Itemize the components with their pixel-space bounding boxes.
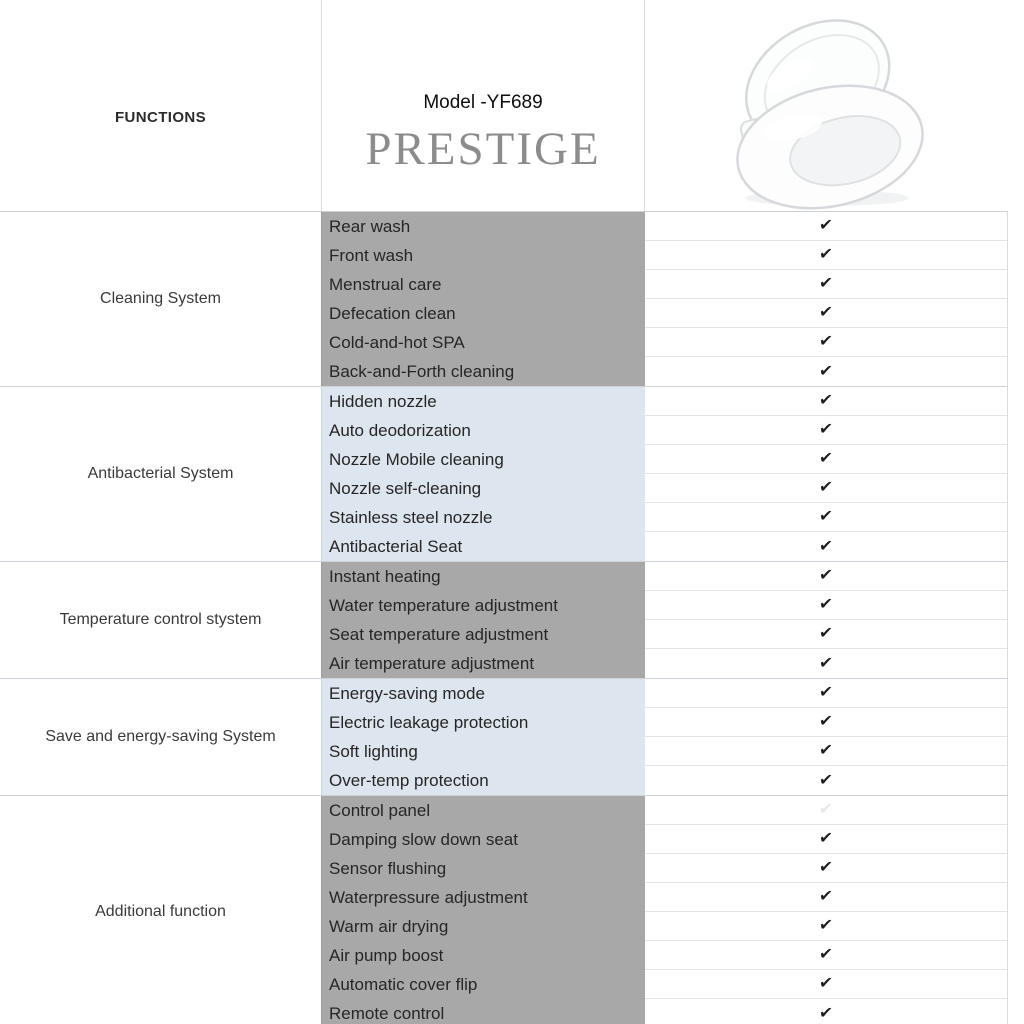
check-row (645, 212, 1007, 241)
check-row (645, 299, 1007, 328)
check-icon: ✔ (818, 684, 834, 701)
feature-label: Warm air drying (329, 917, 449, 936)
check-row (645, 328, 1007, 357)
feature-label: Air pump boost (329, 946, 444, 965)
toilet-seat-icon (702, 2, 947, 214)
feature-label: Automatic cover flip (329, 975, 478, 994)
check-row (645, 737, 1007, 766)
category-cell (0, 387, 321, 561)
check-row (645, 474, 1007, 503)
check-icon: ✔ (818, 246, 834, 263)
checks-cell (645, 212, 1008, 386)
features-cell (321, 212, 645, 386)
feature-label: Seat temperature adjustment (329, 625, 549, 644)
category-cell (0, 796, 321, 1024)
functions-column-header (0, 0, 321, 211)
check-row (645, 241, 1007, 270)
section-temperature-control-stystem (0, 561, 1008, 678)
check-row (645, 562, 1007, 591)
check-icon: ✔ (818, 537, 834, 555)
feature-label: Auto deodorization (329, 421, 471, 440)
check-icon: ✔ (818, 654, 834, 672)
category-cell (0, 562, 321, 678)
functions-header-label: FUNCTIONS (114, 109, 207, 126)
feature-label: Control panel (329, 801, 431, 820)
check-row (645, 416, 1007, 445)
feature-label: Rear wash (329, 217, 411, 236)
feature-label: Water temperature adjustment (329, 596, 558, 615)
product-image (702, 2, 947, 214)
check-row (645, 270, 1007, 299)
check-icon: ✔ (818, 801, 834, 818)
feature-label: Menstrual care (329, 275, 442, 294)
check-icon: ✔ (818, 946, 834, 963)
check-row (645, 970, 1007, 999)
feature-label: Electric leakage protection (329, 713, 529, 732)
check-row (645, 766, 1007, 795)
spec-table (0, 211, 1008, 1024)
feature-label: Back-and-Forth cleaning (329, 362, 515, 381)
model-column-header (321, 0, 645, 212)
check-row (645, 883, 1007, 912)
check-row (645, 912, 1007, 941)
feature-label: Antibacterial Seat (329, 537, 463, 556)
check-icon: ✔ (818, 421, 834, 438)
feature-label: Stainless steel nozzle (329, 508, 493, 527)
check-row (645, 532, 1007, 561)
check-icon: ✔ (818, 275, 834, 292)
category-cell (0, 679, 321, 795)
category-cell (0, 212, 321, 386)
feature-label: Hidden nozzle (329, 392, 437, 411)
check-icon: ✔ (818, 830, 834, 847)
category-label: Cleaning System (100, 290, 221, 307)
category-label: Additional function (95, 903, 226, 920)
check-icon: ✔ (818, 304, 834, 321)
features-cell (321, 796, 645, 1024)
check-row (645, 941, 1007, 970)
section-additional-function (0, 795, 1008, 1024)
check-icon: ✔ (818, 713, 834, 730)
check-row (645, 796, 1007, 825)
check-icon: ✔ (818, 1004, 834, 1022)
check-icon: ✔ (818, 859, 834, 876)
check-row (645, 649, 1007, 678)
feature-label: Nozzle self-cleaning (329, 479, 482, 498)
check-row (645, 387, 1007, 416)
feature-label: Energy-saving mode (329, 684, 485, 703)
check-icon: ✔ (818, 975, 834, 992)
check-icon: ✔ (818, 450, 834, 467)
section-antibacterial-system (0, 386, 1008, 561)
feature-label: Waterpressure adjustment (329, 888, 528, 907)
check-row (645, 854, 1007, 883)
feature-label: Front wash (329, 246, 414, 265)
check-row (645, 503, 1007, 532)
check-row (645, 357, 1007, 386)
section-cleaning-system (0, 211, 1008, 386)
check-icon: ✔ (818, 625, 834, 642)
features-cell (321, 679, 645, 795)
checks-cell (645, 679, 1008, 795)
category-label: Save and energy-saving System (45, 728, 276, 745)
feature-label: Remote control (329, 1004, 445, 1023)
check-icon: ✔ (818, 596, 834, 613)
check-row (645, 620, 1007, 649)
check-icon: ✔ (818, 742, 834, 759)
feature-label: Soft lighting (329, 742, 418, 761)
features-cell (321, 387, 645, 561)
check-icon: ✔ (818, 217, 834, 234)
check-icon: ✔ (818, 508, 834, 525)
checks-cell (645, 562, 1008, 678)
check-row (645, 999, 1007, 1024)
features-cell (321, 562, 645, 678)
check-icon: ✔ (818, 771, 834, 789)
feature-label: Over-temp protection (329, 771, 489, 790)
check-row (645, 825, 1007, 854)
brand-label: PRESTIGE (365, 123, 601, 175)
feature-label: Instant heating (329, 567, 441, 586)
section-save-and-energy-saving-system (0, 678, 1008, 795)
check-icon: ✔ (818, 362, 834, 380)
check-icon: ✔ (818, 333, 834, 350)
feature-label: Nozzle Mobile cleaning (329, 450, 504, 469)
feature-label: Air temperature adjustment (329, 654, 535, 673)
checks-cell (645, 387, 1008, 561)
checks-cell (645, 796, 1008, 1024)
feature-label: Cold-and-hot SPA (329, 333, 465, 352)
feature-label: Defecation clean (329, 304, 456, 323)
check-row (645, 708, 1007, 737)
model-label: Model -YF689 (423, 92, 543, 113)
check-row (645, 445, 1007, 474)
category-label: Antibacterial System (87, 465, 234, 482)
feature-label: Damping slow down seat (329, 830, 518, 849)
check-icon: ✔ (818, 392, 834, 409)
category-label: Temperature control stystem (59, 611, 262, 628)
check-row (645, 591, 1007, 620)
check-row (645, 679, 1007, 708)
check-icon: ✔ (818, 567, 834, 584)
feature-label: Sensor flushing (329, 859, 447, 878)
check-icon: ✔ (818, 917, 834, 934)
check-icon: ✔ (818, 888, 834, 905)
check-icon: ✔ (818, 479, 834, 496)
